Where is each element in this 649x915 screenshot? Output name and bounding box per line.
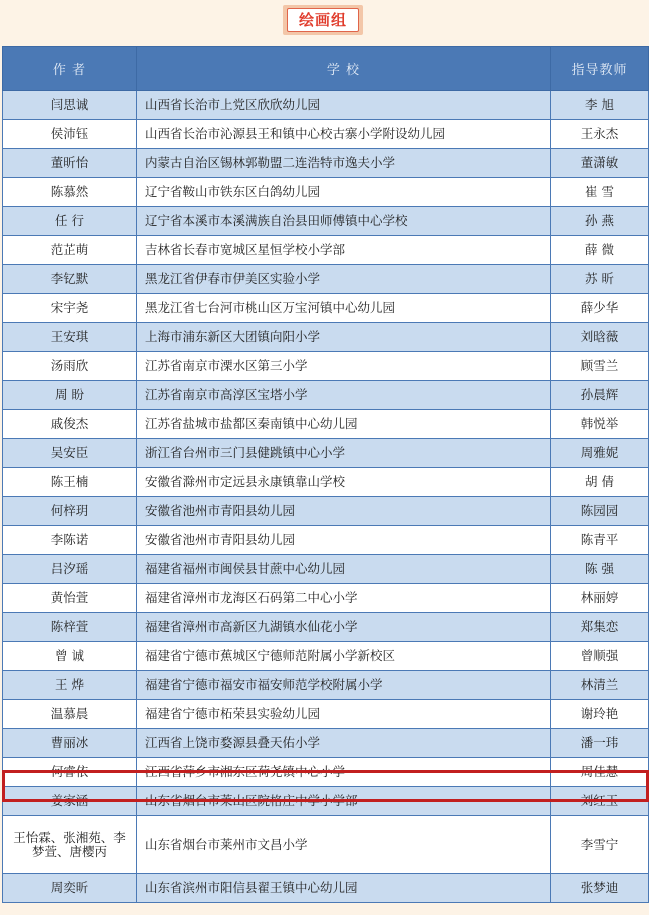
teacher-cell: 薛 微 <box>551 236 649 265</box>
author-cell: 汤雨欣 <box>3 352 137 381</box>
table-row <box>3 526 649 555</box>
author-cell: 陈王楠 <box>3 468 137 497</box>
table-row <box>3 642 649 671</box>
teacher-cell: 刘红玉 <box>551 787 649 816</box>
author-cell: 曹丽冰 <box>3 729 137 758</box>
table-row <box>3 816 649 874</box>
header-teacher: 指导教师 <box>551 47 649 91</box>
teacher-cell: 薛少华 <box>551 294 649 323</box>
section-title-badge <box>283 5 363 35</box>
teacher-cell: 李雪宁 <box>551 816 649 874</box>
teacher-cell: 曾顺强 <box>551 642 649 671</box>
award-table <box>2 46 649 903</box>
author-cell: 姜家涵 <box>3 787 137 816</box>
teacher-cell: 郑集恋 <box>551 613 649 642</box>
teacher-cell: 崔 雪 <box>551 178 649 207</box>
author-cell: 陈慕然 <box>3 178 137 207</box>
table-row <box>3 613 649 642</box>
table-row <box>3 729 649 758</box>
header-school: 学 校 <box>137 47 551 91</box>
school-cell: 安徽省池州市青阳县幼儿园 <box>137 526 551 555</box>
teacher-cell: 林丽婷 <box>551 584 649 613</box>
teacher-cell: 张梦迪 <box>551 874 649 903</box>
author-cell: 陈梓萱 <box>3 613 137 642</box>
author-cell: 王怡霖、张湘苑、李梦萱、唐樱丙 <box>3 816 137 874</box>
table-row <box>3 497 649 526</box>
school-cell: 江苏省盐城市盐都区秦南镇中心幼儿园 <box>137 410 551 439</box>
school-cell: 山东省烟台市莱山区院格庄中学小学部 <box>137 787 551 816</box>
table-row-highlighted <box>3 758 649 787</box>
school-cell: 山东省烟台市莱州市文昌小学 <box>137 816 551 874</box>
school-cell: 江苏省南京市溧水区第三小学 <box>137 352 551 381</box>
school-cell: 福建省福州市闽侯县甘蔗中心幼儿园 <box>137 555 551 584</box>
header-author: 作 者 <box>3 47 137 91</box>
school-cell: 吉林省长春市宽城区星恒学校小学部 <box>137 236 551 265</box>
school-cell: 江西省上饶市婺源县叠天佑小学 <box>137 729 551 758</box>
table-row <box>3 671 649 700</box>
school-cell: 福建省宁德市柘荣县实验幼儿园 <box>137 700 551 729</box>
teacher-cell: 孙晨辉 <box>551 381 649 410</box>
teacher-cell: 潘一玮 <box>551 729 649 758</box>
author-cell: 何梓玥 <box>3 497 137 526</box>
table-row <box>3 584 649 613</box>
author-cell: 吕汐瑶 <box>3 555 137 584</box>
section-header <box>0 0 649 44</box>
table-row <box>3 410 649 439</box>
school-cell: 黑龙江省伊春市伊美区实验小学 <box>137 265 551 294</box>
school-cell: 山西省长治市沁源县王和镇中心校古寨小学附设幼儿园 <box>137 120 551 149</box>
table-row <box>3 874 649 903</box>
table-row <box>3 294 649 323</box>
author-cell: 侯沛钰 <box>3 120 137 149</box>
table-row <box>3 381 649 410</box>
author-cell: 李钇默 <box>3 265 137 294</box>
author-cell: 宋宇尧 <box>3 294 137 323</box>
author-cell: 范芷萌 <box>3 236 137 265</box>
teacher-cell: 谢玲艳 <box>551 700 649 729</box>
author-cell: 董昕怡 <box>3 149 137 178</box>
author-cell: 何睿依 <box>3 758 137 787</box>
school-cell: 辽宁省本溪市本溪满族自治县田师傅镇中心学校 <box>137 207 551 236</box>
author-cell: 戚俊杰 <box>3 410 137 439</box>
school-cell: 内蒙古自治区锡林郭勒盟二连浩特市逸夫小学 <box>137 149 551 178</box>
author-cell: 周 盼 <box>3 381 137 410</box>
author-cell: 黄怡萱 <box>3 584 137 613</box>
school-cell: 福建省漳州市高新区九湖镇水仙花小学 <box>137 613 551 642</box>
teacher-cell: 王永杰 <box>551 120 649 149</box>
table-row <box>3 236 649 265</box>
teacher-cell: 刘晗薇 <box>551 323 649 352</box>
author-cell: 吴安臣 <box>3 439 137 468</box>
school-cell: 安徽省池州市青阳县幼儿园 <box>137 497 551 526</box>
author-cell: 曾 诚 <box>3 642 137 671</box>
teacher-cell: 陈 强 <box>551 555 649 584</box>
author-cell: 闫思诚 <box>3 91 137 120</box>
school-cell: 浙江省台州市三门县健跳镇中心小学 <box>137 439 551 468</box>
table-header-row <box>3 47 649 91</box>
author-cell: 李陈诺 <box>3 526 137 555</box>
school-cell: 福建省漳州市龙海区石码第二中心小学 <box>137 584 551 613</box>
table-row <box>3 265 649 294</box>
teacher-cell: 林清兰 <box>551 671 649 700</box>
teacher-cell: 周佳慧 <box>551 758 649 787</box>
school-cell: 福建省宁德市蕉城区宁德师范附属小学新校区 <box>137 642 551 671</box>
teacher-cell: 苏 昕 <box>551 265 649 294</box>
author-cell: 王 烨 <box>3 671 137 700</box>
school-cell: 山东省滨州市阳信县翟王镇中心幼儿园 <box>137 874 551 903</box>
school-cell: 辽宁省鞍山市铁东区白鸽幼儿园 <box>137 178 551 207</box>
table-row <box>3 468 649 497</box>
school-cell: 黑龙江省七台河市桃山区万宝河镇中心幼儿园 <box>137 294 551 323</box>
teacher-cell: 孙 燕 <box>551 207 649 236</box>
teacher-cell: 陈园园 <box>551 497 649 526</box>
author-cell: 王安琪 <box>3 323 137 352</box>
table-row <box>3 120 649 149</box>
author-cell: 温慕晨 <box>3 700 137 729</box>
author-cell: 任 行 <box>3 207 137 236</box>
school-cell: 江西省萍乡市湘东区荷尧镇中心小学 <box>137 758 551 787</box>
author-cell: 周奕昕 <box>3 874 137 903</box>
teacher-cell: 胡 倩 <box>551 468 649 497</box>
school-cell: 上海市浦东新区大团镇向阳小学 <box>137 323 551 352</box>
table-row <box>3 207 649 236</box>
table-row <box>3 149 649 178</box>
school-cell: 福建省宁德市福安市福安师范学校附属小学 <box>137 671 551 700</box>
school-cell: 江苏省南京市高淳区宝塔小学 <box>137 381 551 410</box>
teacher-cell: 陈青平 <box>551 526 649 555</box>
teacher-cell: 顾雪兰 <box>551 352 649 381</box>
school-cell: 山西省长治市上党区欣欣幼儿园 <box>137 91 551 120</box>
table-row <box>3 91 649 120</box>
table-row <box>3 555 649 584</box>
teacher-cell: 董潇敏 <box>551 149 649 178</box>
teacher-cell: 韩悦举 <box>551 410 649 439</box>
table-row <box>3 700 649 729</box>
table-row <box>3 178 649 207</box>
table-row <box>3 439 649 468</box>
teacher-cell: 李 旭 <box>551 91 649 120</box>
school-cell: 安徽省滁州市定远县永康镇靠山学校 <box>137 468 551 497</box>
teacher-cell: 周雅妮 <box>551 439 649 468</box>
table-row <box>3 323 649 352</box>
table-row <box>3 352 649 381</box>
section-title: 绘画组 <box>287 8 359 32</box>
table-row <box>3 787 649 816</box>
